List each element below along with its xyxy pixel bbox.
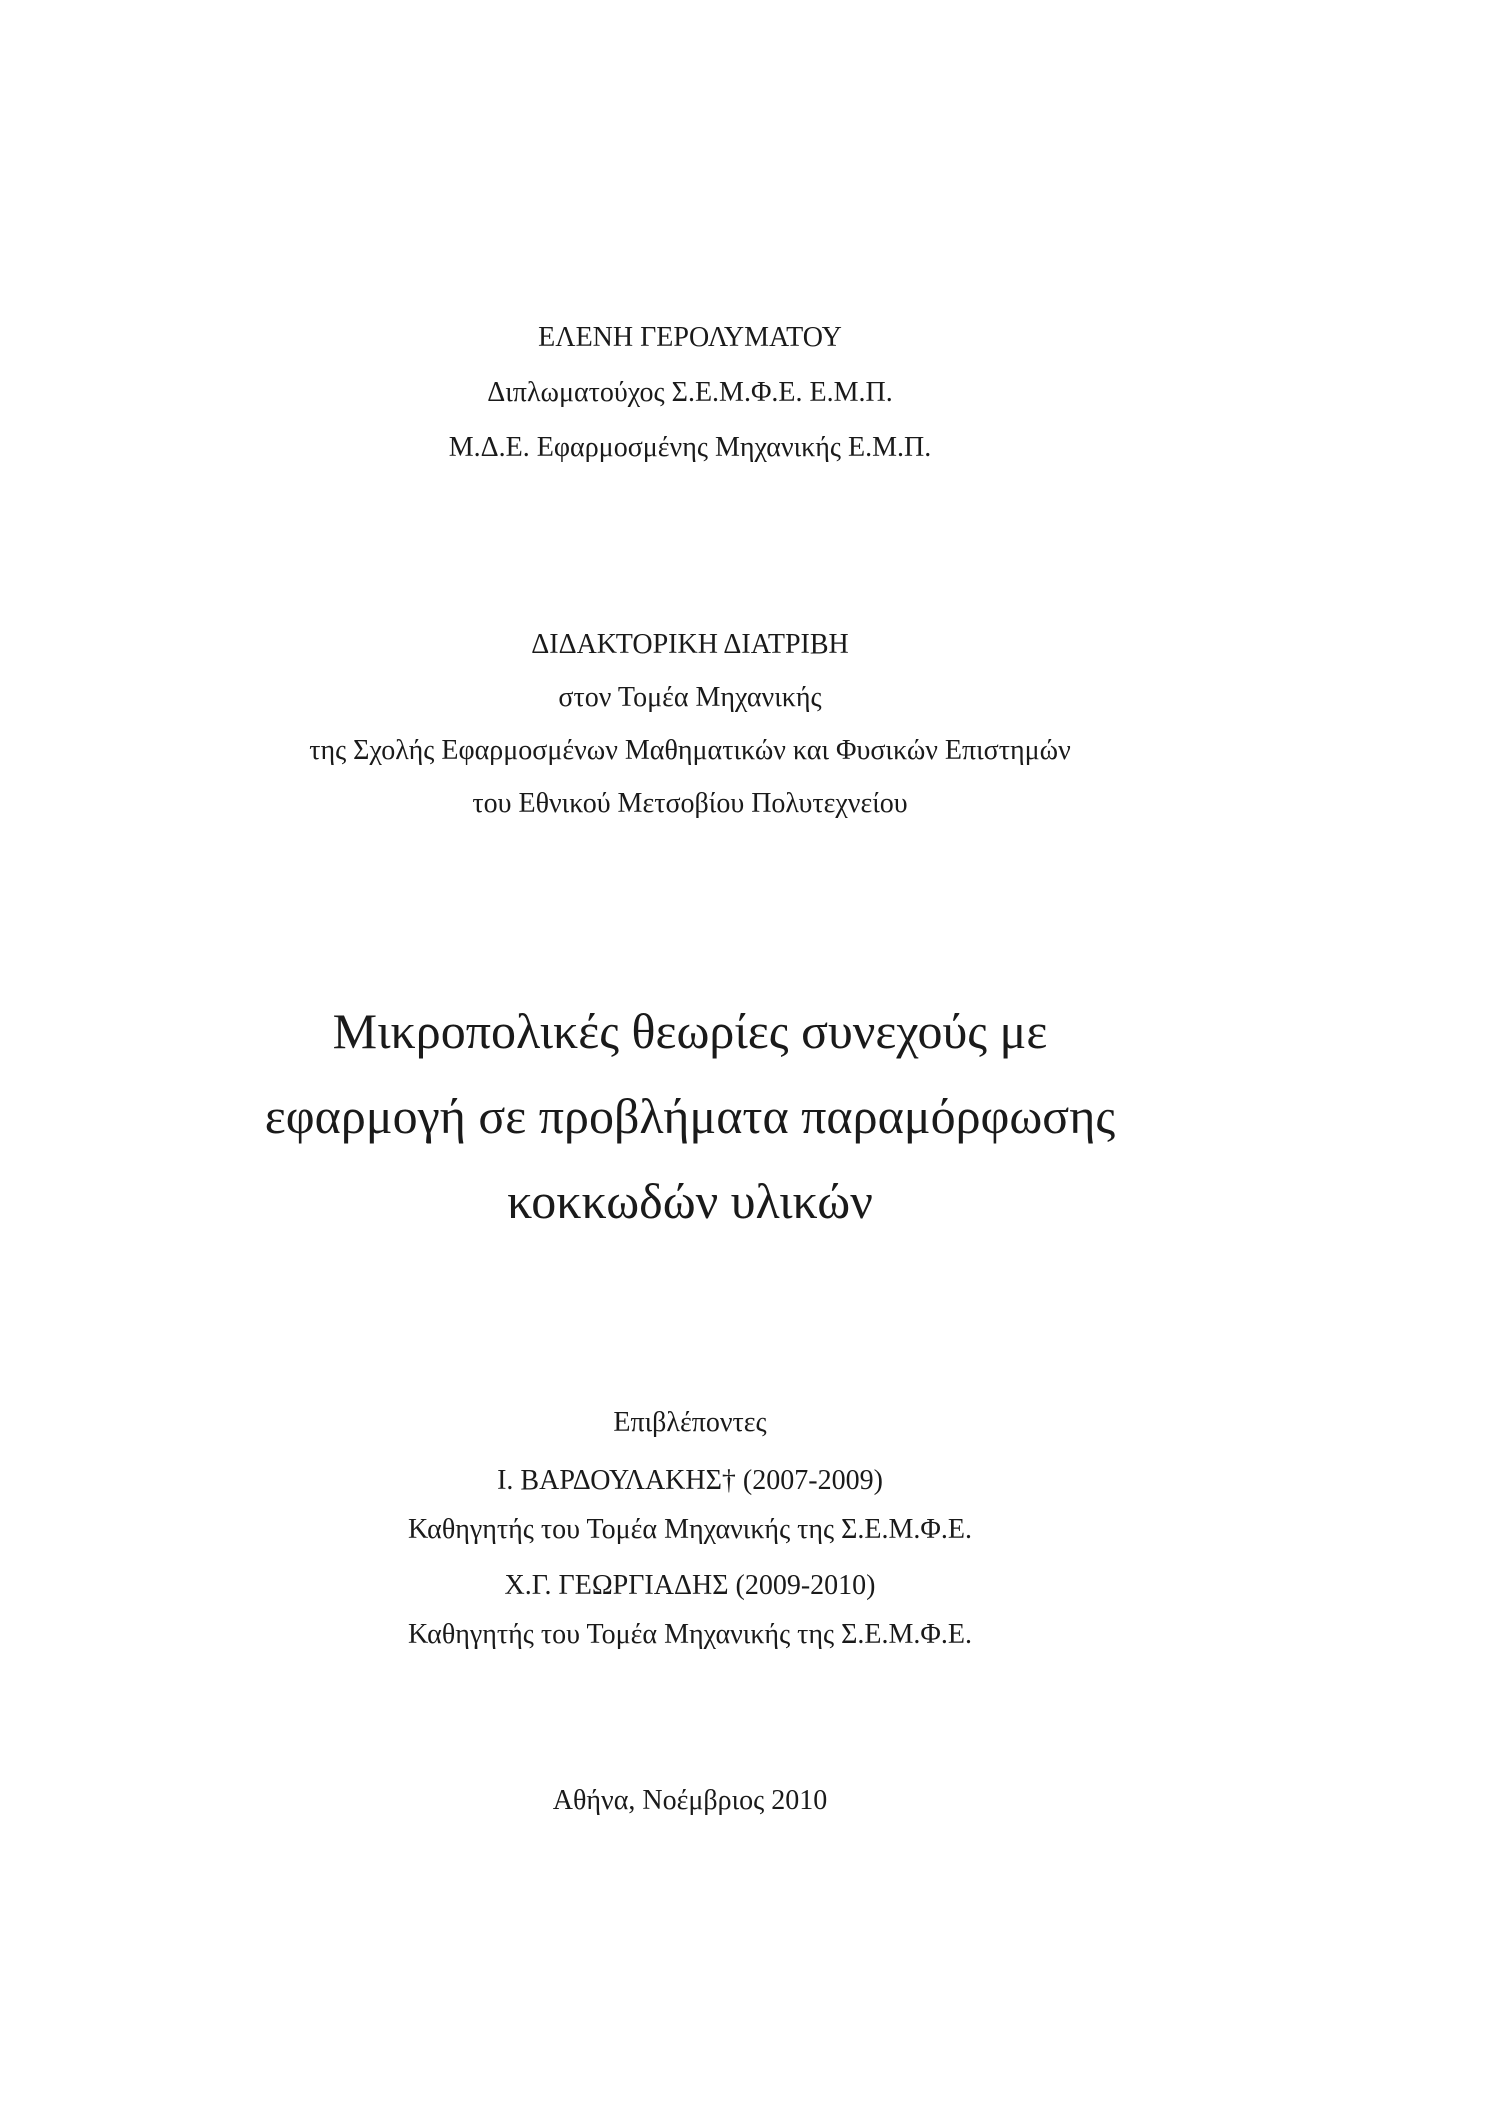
thesis-type: ΔΙΔΑΚΤΟΡΙΚΗ ΔΙΑΤΡΙΒΗ	[531, 629, 849, 660]
supervisor-2-role: Καθηγητής του Τομέα Μηχανικής της Σ.Ε.Μ.Φ.Ε.	[407, 1619, 973, 1650]
thesis-title-line-1: Μικροπολικές θεωρίες συνεχούς με	[332, 1003, 1048, 1059]
place-and-date: Αθήνα, Νοέμβριος 2010	[552, 1785, 828, 1816]
thesis-department: στον Τομέα Μηχανικής	[558, 682, 822, 713]
supervisors-heading: Επιβλέποντες	[613, 1407, 767, 1438]
thesis-school: της Σχολής Εφαρμοσμένων Μαθηματικών και Φυσικών Επιστημών	[309, 735, 1071, 766]
thesis-university: του Εθνικού Μετσοβίου Πολυτεχνείου	[472, 788, 908, 819]
supervisor-1-role: Καθηγητής του Τομέα Μηχανικής της Σ.Ε.Μ.Φ.Ε.	[407, 1514, 973, 1545]
supervisor-2-name: Χ.Γ. ΓΕΩΡΓΙΑΔΗΣ (2009-2010)	[504, 1570, 876, 1601]
author-degree-2: Μ.Δ.Ε. Εφαρμοσμένης Μηχανικής Ε.Μ.Π.	[448, 432, 932, 463]
supervisor-1-name: Ι. ΒΑΡΔΟΥΛΑΚΗΣ† (2007-2009)	[497, 1465, 883, 1496]
author-name: ΕΛΕΝΗ ΓΕΡΟΛΥΜΑΤΟΥ	[538, 322, 842, 353]
author-degree-1: Διπλωματούχος Σ.Ε.Μ.Φ.Ε. Ε.Μ.Π.	[487, 377, 893, 408]
thesis-title-line-3: κοκκωδών υλικών	[507, 1173, 873, 1229]
thesis-title-line-2: εφαρμογή σε προβλήματα παραμόρφωσης	[264, 1088, 1116, 1144]
